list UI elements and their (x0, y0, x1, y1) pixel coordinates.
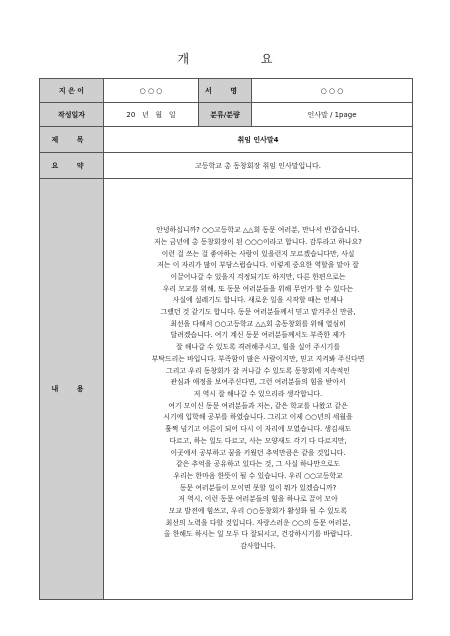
content-line: 훌쩍 넘기고 어른이 되어 다시 이 자리에 모였습니다. 생김새도 (164, 425, 352, 434)
content-line: 감사합니다. (240, 542, 276, 551)
content-line: 이곳에서 공부하고 꿈을 키웠던 추억만큼은 같을 것입니다. (170, 448, 346, 457)
author-label: 지 은 이 (40, 79, 104, 103)
date-label: 작성일자 (40, 103, 104, 127)
content-line: 그리고 우리 동창회가 잘 커나갈 수 있도록 동창회에 지속적인 (166, 366, 350, 375)
content-line: 관심과 애정을 보여주신다면, 그런 여러분들의 힘을 받아서 (170, 378, 346, 387)
content-line: 우리는 한마음 한뜻이 될 수 있습니다. 우리 ○○고등학교 (173, 471, 343, 480)
content-label: 내 용 (40, 179, 104, 600)
content-line: 부탁드리는 바입니다. 부족함이 많은 사람이지만, 믿고 지켜봐 주신다면 (151, 354, 365, 363)
content-line: 최선을 다해서 ○○고등학교 △△회 총동창회를 위해 열심히 (170, 319, 346, 328)
content-line: 달려겠습니다. 여기 계신 동문 여러분들께서도 부족한 제가 (170, 331, 346, 340)
subject-label: 제 목 (40, 127, 104, 153)
summary-label: 요 약 (40, 153, 104, 179)
content-line: 동문 여러분들이 모이면 못할 일이 뭐가 있겠습니까? (179, 483, 337, 492)
content-line: 저 역시, 이런 동문 여러분들의 힘을 하나로 끌어 모아 (178, 495, 338, 504)
subject-value: 취임 인사말4 (104, 127, 413, 153)
overview-form-table (39, 78, 413, 600)
signature-label: 서 명 (199, 79, 252, 103)
summary-value: 고등학교 총 동창회장 취임 인사말입니다. (104, 153, 413, 179)
signature-value: ○ ○ ○ (252, 79, 413, 103)
content-line: 올 한해도 하시는 일 모두 다 잘되시고, 건강하시기를 바랍니다. (163, 530, 353, 539)
content-line: 같은 추억을 공유하고 있다는 것, 그 사실 하나만으로도 (176, 460, 340, 469)
content-line: 이끌어나갈 수 있을지 걱정되기도 하지만, 다른 한편으로는 (170, 272, 346, 281)
category-label: 분류/분량 (199, 103, 252, 127)
content-line: 최선의 노력을 다할 것입니다. 자랑스러운 ○○의 동문 여러분, (165, 518, 351, 527)
content-line: 모교 발전에 힘쓰고, 우리 ○○동창회가 활성화 될 수 있도록 (168, 507, 348, 516)
content-line: 저는 이 자리가 많이 부담스럽습니다. 이렇게 중요한 역할을 맡아 잘 (157, 261, 359, 270)
content-line: 다르고, 하는 일도 다르고, 사는 모양새도 각기 다 다르지만, (169, 436, 347, 445)
content-line: 여기 모이신 동문 여러분들과 저는, 같은 학교를 나왔고 같은 (168, 401, 348, 410)
content-line: 이런 걸 쓰는 걸 좋아하는 사람이 있을런지 모르겠습니다만, 사실 (161, 249, 355, 258)
content-body (104, 179, 413, 600)
content-line: 안녕하십니까? ○○고등학교 △△회 동문 여러분, 만나서 반갑습니다. (156, 226, 360, 235)
content-line: 잘 해나갈 수 있도록 격려해주시고, 힘을 실어 주시기를 (176, 343, 340, 352)
content-line: 저 역시 잘 해나갈 수 있으리라 생각합니다. (193, 390, 323, 398)
author-value: ○ ○ ○ (104, 79, 199, 103)
category-value: 인사말 / 1page (252, 103, 413, 127)
content-line: 우리 모교를 위해, 또 동문 여러분들을 위해 무언가 할 수 있다는 (162, 284, 354, 293)
content-line: 시기에 입학해 공부를 하였습니다. 그리고 이제 ○○년의 세월을 (163, 413, 353, 422)
content-line: 사실에 설레기도 합니다. 새로운 일을 시작할 때는 언제나 (172, 296, 344, 305)
content-line: 그랬던 것 같기도 합니다. 동문 여러분들께서 믿고 맡겨주신 만큼, (160, 308, 356, 317)
document-title: 개 요 (177, 52, 307, 66)
content-line: 저는 금년에 총 동창회장이 된 ○○○이라고 합니다. 감투라고 하나요? (154, 237, 362, 246)
date-value: 20 년 월 일 (104, 103, 199, 127)
